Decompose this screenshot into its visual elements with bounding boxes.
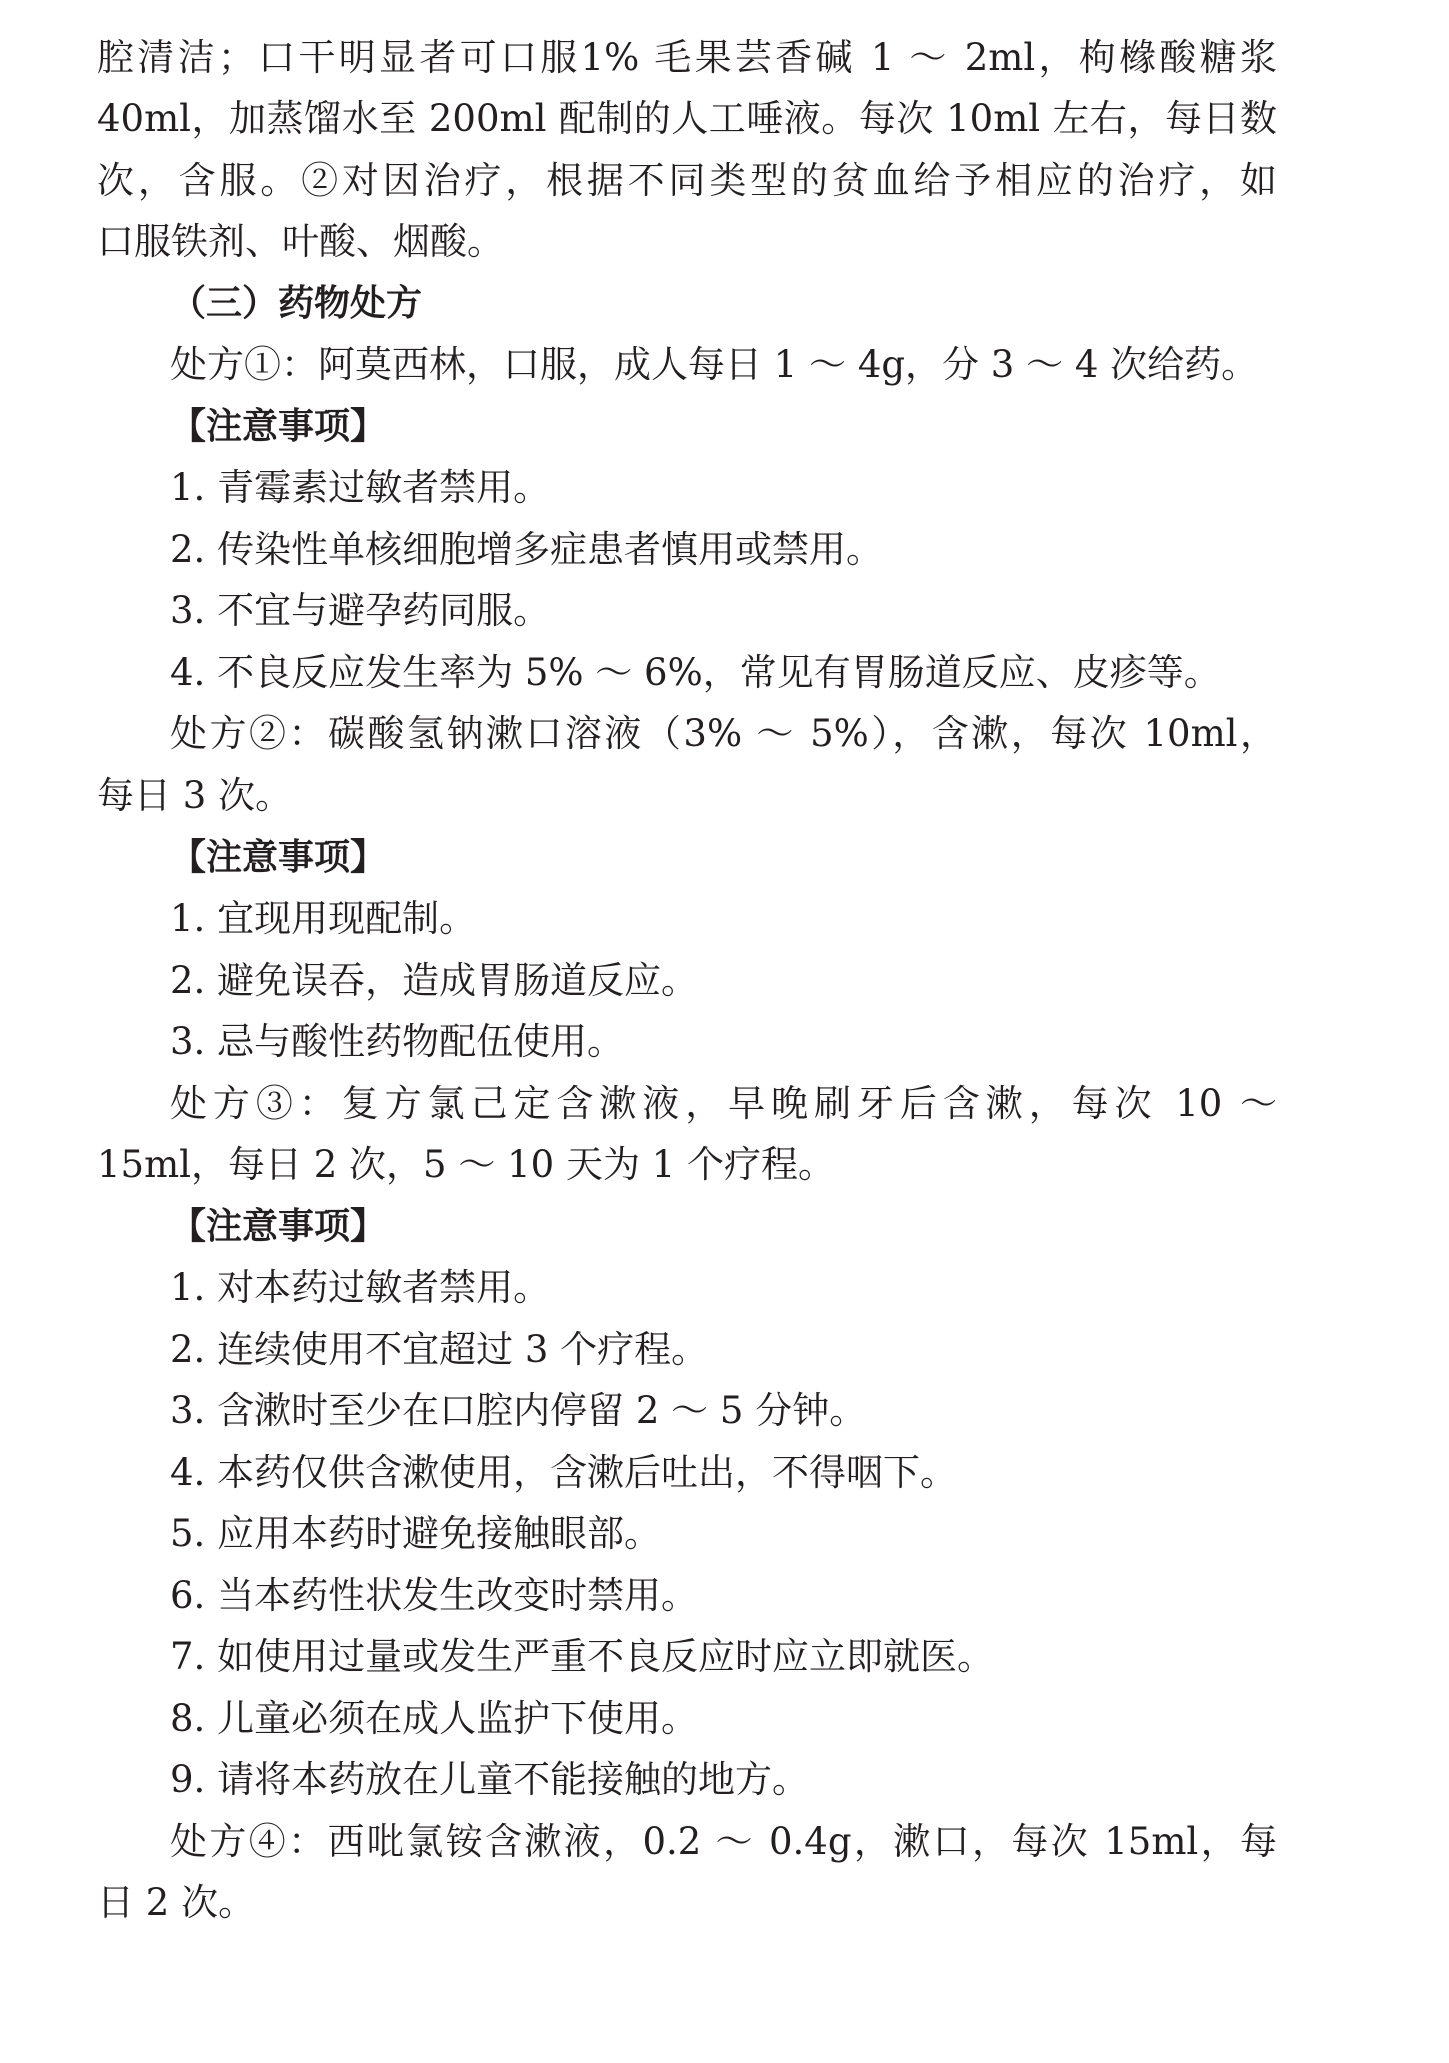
prescription-4: 处方④：西吡氯铵含漱液，0.2 ～ 0.4g，漱口，每次 15ml，每: [170, 1820, 1277, 1863]
paragraph-line: 腔清洁；口干明显者可口服1% 毛果芸香碱 1 ～ 2ml，枸橼酸糖浆: [97, 36, 1277, 79]
paragraph-line: 40ml，加蒸馏水至 200ml 配制的人工唾液。每次 10ml 左右，每日数: [97, 97, 1277, 140]
paragraph-line: 每日 3 次。: [97, 774, 293, 817]
note-item: 3. 含漱时至少在口腔内停留 2 ～ 5 分钟。: [170, 1389, 867, 1432]
note-item: 1. 对本药过敏者禁用。: [170, 1266, 551, 1309]
paragraph-line: 日 2 次。: [97, 1881, 256, 1924]
prescription-1: 处方①：阿莫西林，口服，成人每日 1 ～ 4g，分 3 ～ 4 次给药。: [170, 343, 1259, 386]
note-item: 6. 当本药性状发生改变时禁用。: [170, 1574, 699, 1617]
note-item: 3. 不宜与避孕药同服。: [170, 589, 551, 632]
note-item: 4. 不良反应发生率为 5% ～ 6%，常见有胃肠道反应、皮疹等。: [170, 651, 1221, 694]
paragraph-line: 次，含服。②对因治疗，根据不同类型的贫血给予相应的治疗，如: [97, 159, 1277, 202]
prescription-2: 处方②：碳酸氢钠漱口溶液（3% ～ 5%），含漱，每次 10ml，: [170, 712, 1277, 755]
notes-heading: 【注意事项】: [170, 406, 387, 447]
note-item: 2. 传染性单核细胞增多症患者慎用或禁用。: [170, 528, 884, 571]
note-item: 9. 请将本药放在儿童不能接触的地方。: [170, 1758, 810, 1801]
note-item: 7. 如使用过量或发生严重不良反应时应立即就医。: [170, 1635, 995, 1678]
notes-heading: 【注意事项】: [170, 1206, 387, 1247]
note-item: 2. 连续使用不宜超过 3 个疗程。: [170, 1328, 709, 1371]
note-item: 4. 本药仅供含漱使用，含漱后吐出，不得咽下。: [170, 1451, 958, 1494]
note-item: 5. 应用本药时避免接触眼部。: [170, 1512, 662, 1555]
note-item: 8. 儿童必须在成人监护下使用。: [170, 1697, 699, 1740]
paragraph-line: 15ml，每日 2 次，5 ～ 10 天为 1 个疗程。: [97, 1143, 836, 1186]
paragraph-line: 口服铁剂、叶酸、烟酸。: [97, 220, 504, 263]
note-item: 1. 宜现用现配制。: [170, 897, 477, 940]
note-item: 3. 忌与酸性药物配伍使用。: [170, 1020, 625, 1063]
section-heading: （三）药物处方: [170, 283, 423, 324]
prescription-3: 处方③：复方氯己定含漱液，早晚刷牙后含漱，每次 10 ～: [170, 1082, 1277, 1125]
notes-heading: 【注意事项】: [170, 837, 387, 878]
note-item: 1. 青霉素过敏者禁用。: [170, 466, 551, 509]
note-item: 2. 避免误吞，造成胃肠道反应。: [170, 959, 699, 1002]
